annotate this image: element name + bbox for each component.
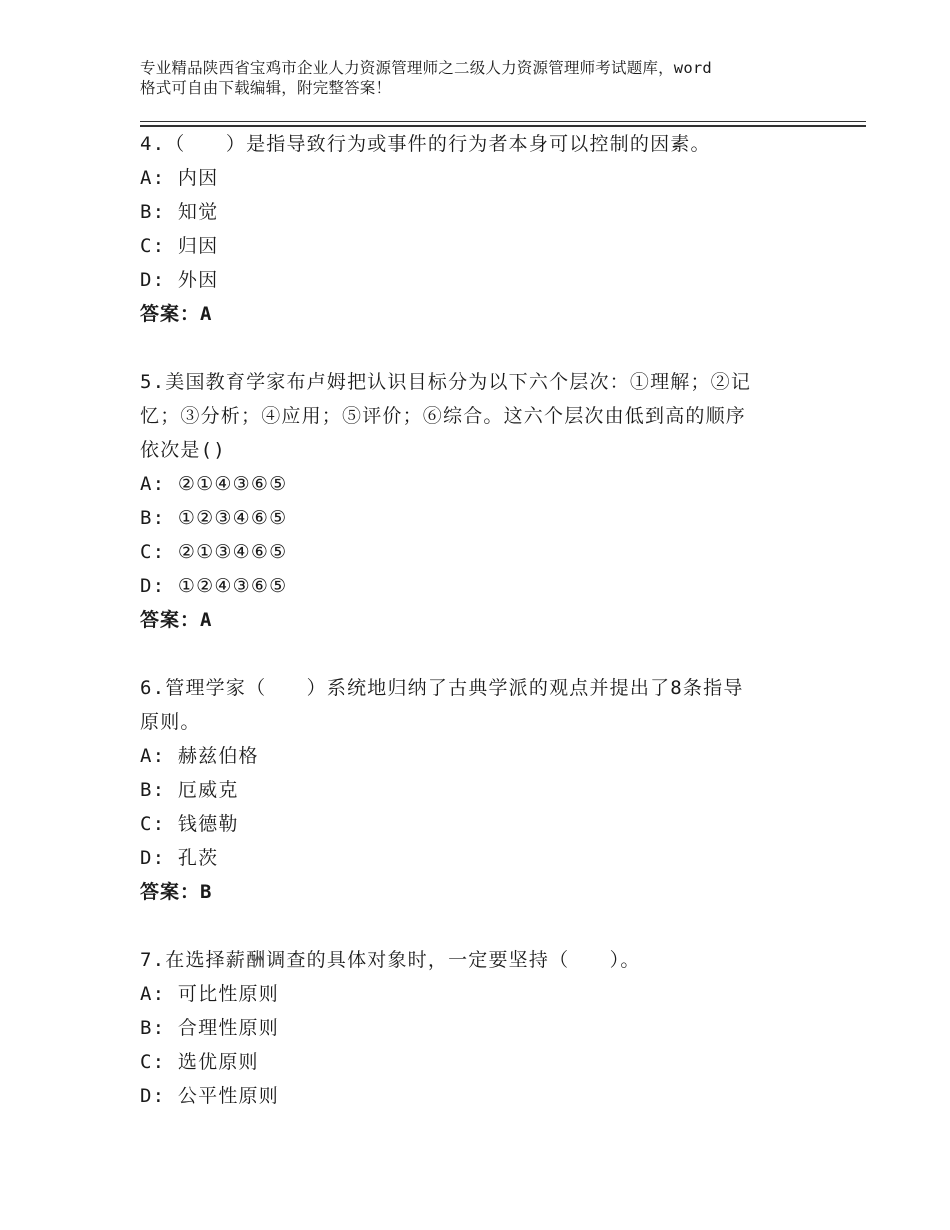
question-stem: 忆；③分析；④应用；⑤评价；⑥综合。这六个层次由低到高的顺序 xyxy=(140,405,747,427)
question-7 xyxy=(140,943,820,1113)
question-6 xyxy=(140,671,820,909)
spacer xyxy=(140,909,820,943)
option-d: D: ①②④③⑥⑤ xyxy=(140,575,288,597)
question-stem: 6.管理学家（ ）系统地归纳了古典学派的观点并提出了8条指导 xyxy=(140,677,744,699)
option-c: C: 钱德勒 xyxy=(140,813,239,835)
option-d: D: 公平性原则 xyxy=(140,1085,279,1107)
header-line-1: 专业精品陕西省宝鸡市企业人力资源管理师之二级人力资源管理师考试题库，word xyxy=(140,59,712,77)
option-d: D: 孔茨 xyxy=(140,847,219,869)
question-stem: 原则。 xyxy=(140,711,201,733)
question-stem: 7.在选择薪酬调查的具体对象时，一定要坚持（ ）。 xyxy=(140,949,641,971)
spacer xyxy=(140,637,820,671)
option-c: C: 归因 xyxy=(140,235,219,257)
answer-label: 答案：B xyxy=(140,881,213,903)
header-rule-thin xyxy=(140,121,866,122)
question-list xyxy=(140,127,820,1113)
option-a: A: 可比性原则 xyxy=(140,983,279,1005)
question-stem: 5.美国教育学家布卢姆把认识目标分为以下六个层次：①理解；②记 xyxy=(140,371,752,393)
option-a: A: 内因 xyxy=(140,167,219,189)
question-stem: 依次是() xyxy=(140,439,226,461)
option-d: D: 外因 xyxy=(140,269,219,291)
option-c: C: ②①③④⑥⑤ xyxy=(140,541,288,563)
option-a: A: ②①④③⑥⑤ xyxy=(140,473,288,495)
option-b: B: 合理性原则 xyxy=(140,1017,279,1039)
option-b: B: ①②③④⑥⑤ xyxy=(140,507,288,529)
spacer xyxy=(140,331,820,365)
question-5 xyxy=(140,365,820,637)
header-line-2: 格式可自由下载编辑，附完整答案！ xyxy=(140,79,392,97)
option-a: A: 赫兹伯格 xyxy=(140,745,259,767)
question-4 xyxy=(140,127,820,331)
option-b: B: 厄威克 xyxy=(140,779,239,801)
answer-label: 答案：A xyxy=(140,609,213,631)
option-b: B: 知觉 xyxy=(140,201,219,223)
document-header xyxy=(140,58,840,98)
option-c: C: 选优原则 xyxy=(140,1051,259,1073)
question-stem: 4.（ ）是指导致行为或事件的行为者本身可以控制的因素。 xyxy=(140,133,711,155)
answer-label: 答案：A xyxy=(140,303,213,325)
